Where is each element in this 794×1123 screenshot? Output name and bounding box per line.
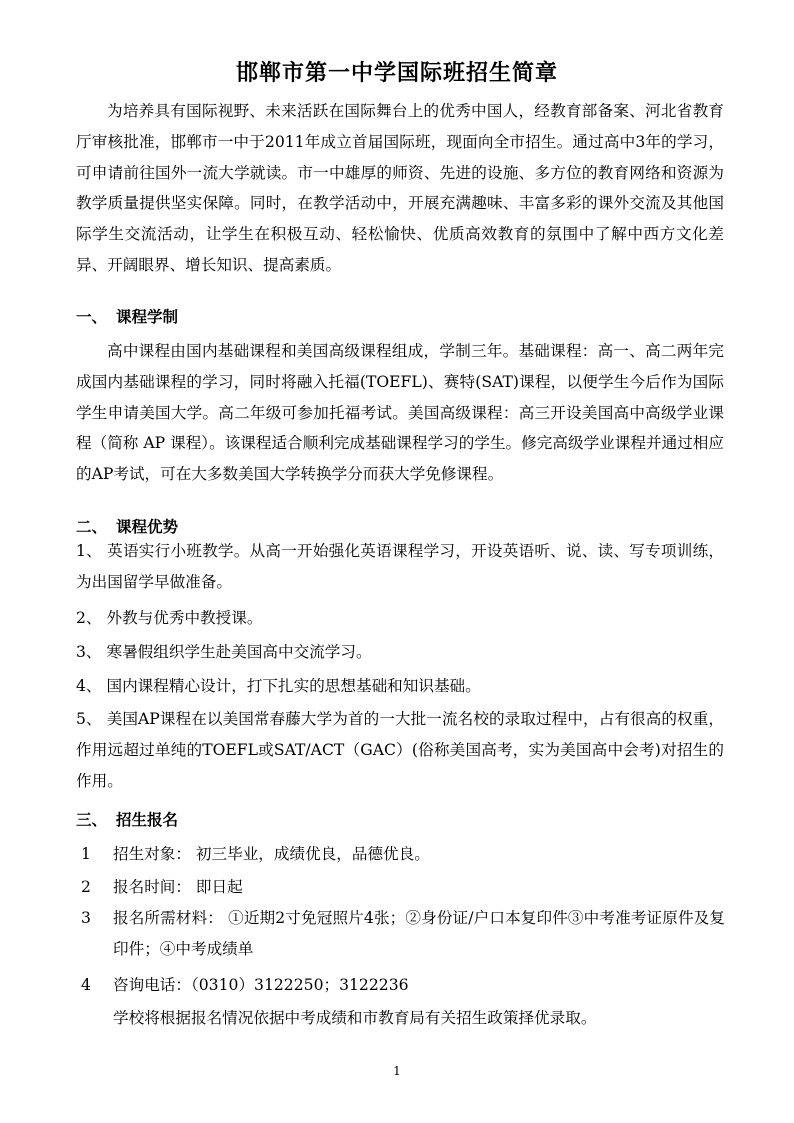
advantage-item-2: 2、 外教与优秀中教授课。 xyxy=(76,609,263,627)
section-1-text: 高中课程由国内基础课程和美国高级课程组成，学制三年。基础课程：高一、高二两年完成国内基础课程的学习，同时将融入托福(TOEFL)、赛特(SAT)课程，以便学生今后作为国际学生申请美国大学。高二年级可参加托福考试。美国高级课程：高三开设美国高中高级学业课程（简称 AP 课程）。该课程适合顺利完成基础课程学习的学生。修完高级学业课程并通过相应的AP考试，可在大多数美国大学转换学分而获大学免修课程。 xyxy=(76,342,724,484)
page-number: 1 xyxy=(393,1064,401,1078)
advantage-item-5: 5、 美国AP课程在以美国常春藤大学为首的一大批一流名校的录取过程中，占有很高的权重，作用远超过单纯的TOEFL或SAT/ACT（GAC）(俗称美国高考，实为美国高中会考)对招生的作用。 xyxy=(76,710,724,790)
row-text: 咨询电话：（0310）3122250；3122236 xyxy=(113,976,409,994)
row-text: 报名时间： 即日起 xyxy=(113,878,243,896)
section-number: 三、 xyxy=(76,811,108,829)
section-heading-3 xyxy=(76,808,178,830)
intro-text: 为培养具有国际视野、未来活跃在国际舞台上的优秀中国人，经教育部备案、河北省教育厅审核批准，邯郸市一中于2011年成立首届国际班，现面向全市招生。通过高中3年的学习，可申请前往国外一流大学就读。市一中雄厚的师资、先进的设施、多方位的教育网络和资源为教学质量提供坚实保障。同时，在教学活动中，开展充满趣味、丰富多彩的课外交流及其他国际学生交流活动，让学生在积极互动、轻松愉快、优质高效教育的氛围中了解中西方文化差异、开阔眼界、增长知识、提高素质。 xyxy=(76,102,724,274)
row-number: 3 xyxy=(81,909,91,927)
row-number: 4 xyxy=(81,976,91,994)
advantage-item-4: 4、 国内课程精心设计，打下扎实的思想基础和知识基础。 xyxy=(76,677,481,695)
intro-paragraph xyxy=(76,96,724,281)
document-title: 邯郸市第一中学国际班招生简章 xyxy=(235,61,558,86)
row-number: 1 xyxy=(81,845,91,863)
section-1-paragraph xyxy=(76,336,724,490)
section-heading-2 xyxy=(76,515,178,537)
section-heading-1 xyxy=(76,305,178,327)
row-number: 2 xyxy=(81,878,91,896)
section-number: 二、 xyxy=(76,518,108,536)
section-title: 招生报名 xyxy=(116,811,179,829)
section-title: 课程学制 xyxy=(116,308,179,326)
section-title: 课程优势 xyxy=(116,518,179,536)
row-text: 报名所需材料： ①近期2寸免冠照片4张；②身份证/户口本复印件③中考准考证原件及复印件；④中考成绩单 xyxy=(113,909,725,958)
advantage-item-1: 1、 英语实行小班教学。从高一开始强化英语课程学习，开设英语听、说、读、写专项训练，为出国留学早做准备。 xyxy=(76,542,724,591)
section-number: 一、 xyxy=(76,308,108,326)
advantage-item-3: 3、 寒暑假组织学生赴美国高中交流学习。 xyxy=(76,643,372,661)
closing-text: 学校将根据报名情况依据中考成绩和市教育局有关招生政策择优录取。 xyxy=(113,1009,597,1027)
row-text: 招生对象： 初三毕业，成绩优良，品德优良。 xyxy=(113,845,430,863)
